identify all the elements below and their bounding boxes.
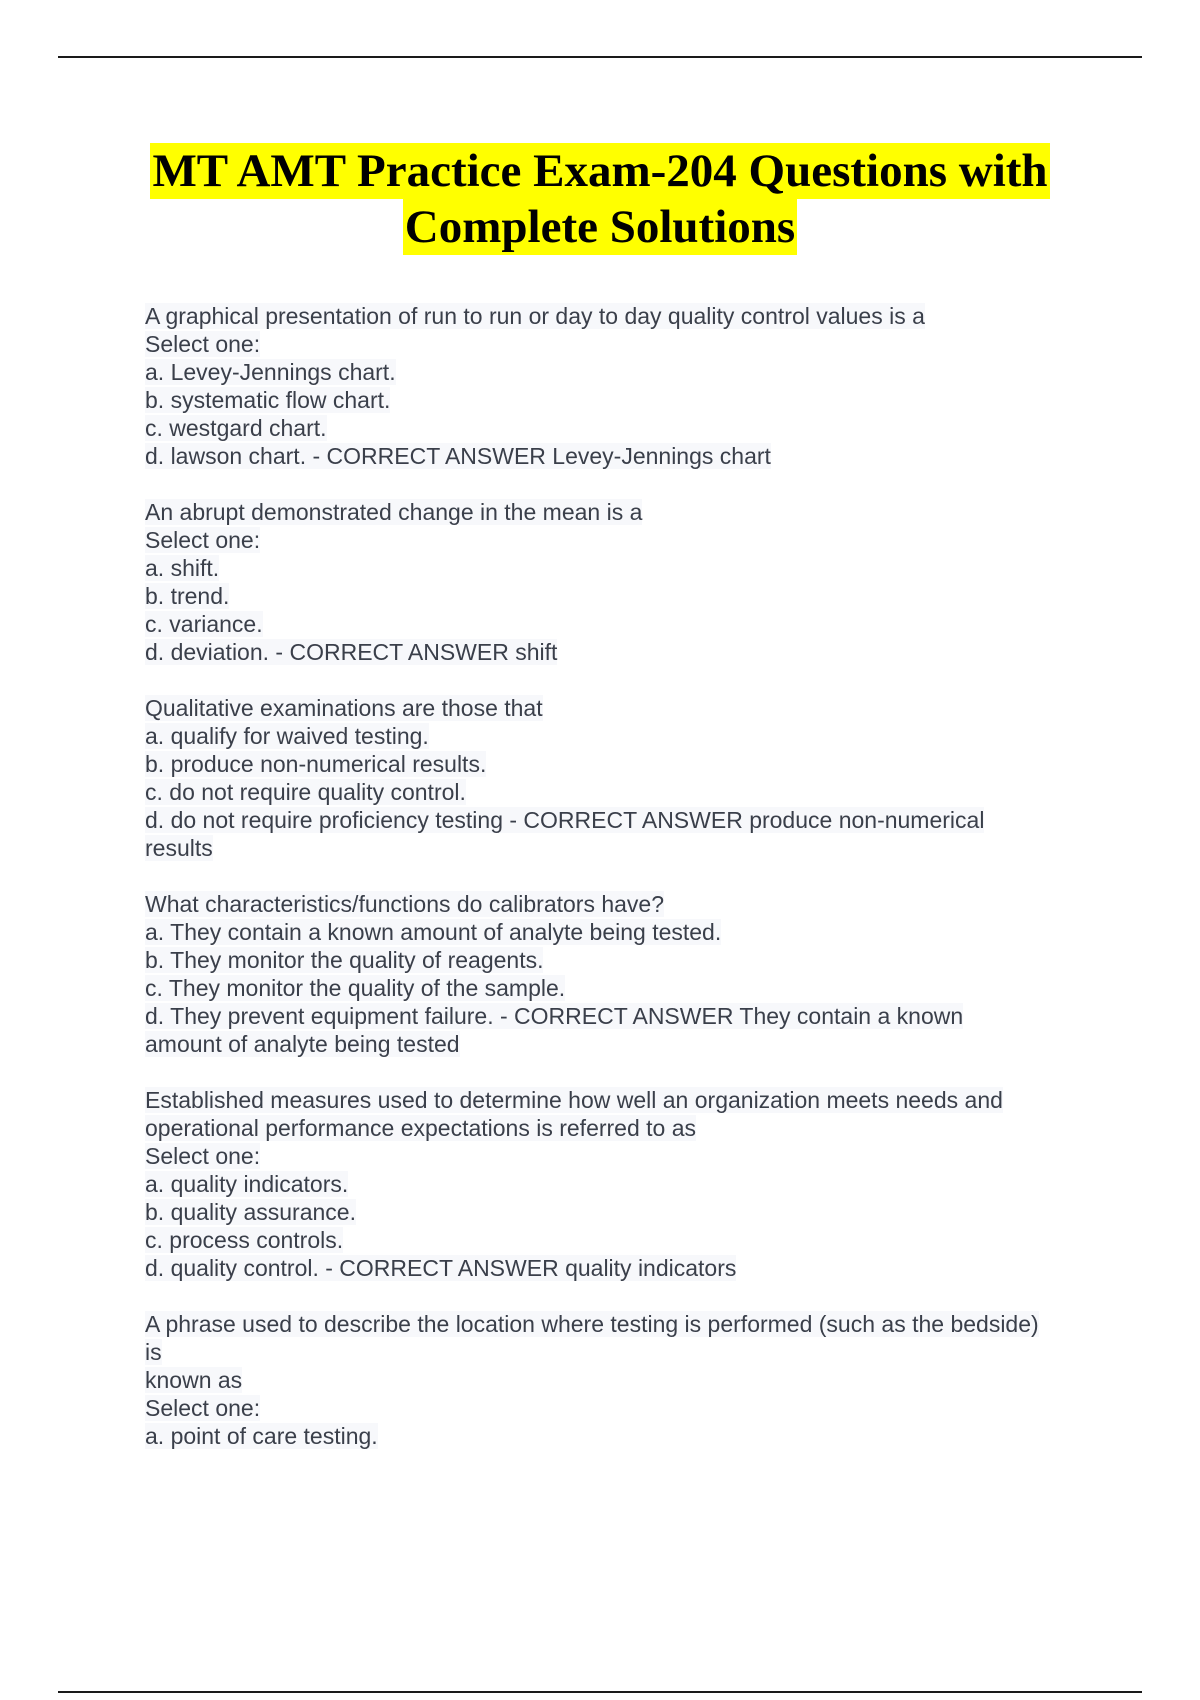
line-text: a. qualify for waived testing. (145, 723, 429, 749)
line-text: Select one: (145, 1395, 261, 1421)
question-line (145, 1338, 1095, 1366)
line-text: A phrase used to describe the location where testing is performed (such as the bedside) (145, 1311, 1039, 1337)
line-text: b. quality assurance. (145, 1199, 356, 1225)
line-text: d. quality control. - CORRECT ANSWER quality indicators (145, 1255, 737, 1281)
line-text: a. Levey-Jennings chart. (145, 359, 396, 385)
question-block (145, 1310, 1095, 1450)
line-text: a. shift. (145, 555, 220, 581)
question-line (145, 386, 1095, 414)
question-line (145, 1002, 1095, 1030)
line-text: Select one: (145, 527, 261, 553)
line-text: b. They monitor the quality of reagents. (145, 947, 544, 973)
title-line-2: Complete Solutions (404, 201, 796, 253)
question-line (145, 946, 1095, 974)
line-text: a. quality indicators. (145, 1171, 349, 1197)
question-line (145, 582, 1095, 610)
question-line (145, 330, 1095, 358)
line-text: b. trend. (145, 583, 230, 609)
question-line (145, 526, 1095, 554)
line-text: d. do not require proficiency testing - CORRECT ANSWER produce non-numerical (145, 807, 985, 833)
line-text: d. lawson chart. - CORRECT ANSWER Levey-Jennings chart (145, 443, 771, 469)
line-text: What characteristics/functions do calibrators have? (145, 891, 665, 917)
line-text: a. They contain a known amount of analyte being tested. (145, 919, 722, 945)
line-text: Established measures used to determine how well an organization meets needs and (145, 1087, 1003, 1113)
question-block (145, 498, 1095, 666)
question-text (145, 1086, 1095, 1114)
line-text: results (145, 835, 213, 861)
question-line (145, 918, 1095, 946)
question-line (145, 442, 1095, 470)
question-line (145, 1366, 1095, 1394)
question-line (145, 414, 1095, 442)
question-text (145, 694, 1095, 722)
question-text (145, 498, 1095, 526)
question-block (145, 1086, 1095, 1282)
question-text (145, 890, 1095, 918)
line-text: operational performance expectations is referred to as (145, 1115, 697, 1141)
line-text: is (145, 1339, 162, 1365)
title-line-1: MT AMT Practice Exam-204 Questions with (152, 145, 1048, 197)
line-text: c. westgard chart. (145, 415, 327, 441)
question-line (145, 1030, 1095, 1058)
question-line (145, 1170, 1095, 1198)
line-text: d. deviation. - CORRECT ANSWER shift (145, 639, 558, 665)
line-text: Select one: (145, 1143, 261, 1169)
question-line (145, 778, 1095, 806)
footer-rule (58, 1691, 1142, 1693)
question-line (145, 1254, 1095, 1282)
line-text: c. They monitor the quality of the sample. (145, 975, 566, 1001)
header-rule (58, 56, 1142, 58)
question-line (145, 1114, 1095, 1142)
line-text: Qualitative examinations are those that (145, 695, 543, 721)
line-text: c. variance. (145, 611, 263, 637)
question-line (145, 1422, 1095, 1450)
question-line (145, 806, 1095, 834)
question-line (145, 834, 1095, 862)
line-text: An abrupt demonstrated change in the mean is a (145, 499, 643, 525)
line-text: amount of analyte being tested (145, 1031, 460, 1057)
line-text: Select one: (145, 331, 261, 357)
line-text: A graphical presentation of run to run or day to day quality control values is a (145, 303, 925, 329)
line-text: c. process controls. (145, 1227, 344, 1253)
line-text: b. systematic flow chart. (145, 387, 391, 413)
line-text: known as (145, 1367, 243, 1393)
question-text (145, 302, 1095, 330)
question-block (145, 694, 1095, 862)
question-text (145, 1310, 1095, 1338)
question-line (145, 554, 1095, 582)
questions-list (145, 302, 1095, 1478)
question-line (145, 1226, 1095, 1254)
question-line (145, 610, 1095, 638)
question-line (145, 1142, 1095, 1170)
question-line (145, 722, 1095, 750)
question-line (145, 750, 1095, 778)
question-line (145, 358, 1095, 386)
question-block (145, 890, 1095, 1058)
question-block (145, 302, 1095, 470)
question-line (145, 638, 1095, 666)
line-text: b. produce non-numerical results. (145, 751, 487, 777)
line-text: c. do not require quality control. (145, 779, 466, 805)
question-line (145, 974, 1095, 1002)
question-line (145, 1198, 1095, 1226)
line-text: a. point of care testing. (145, 1423, 378, 1449)
line-text: d. They prevent equipment failure. - CORRECT ANSWER They contain a known (145, 1003, 964, 1029)
question-line (145, 1394, 1095, 1422)
document-title (60, 143, 1140, 255)
